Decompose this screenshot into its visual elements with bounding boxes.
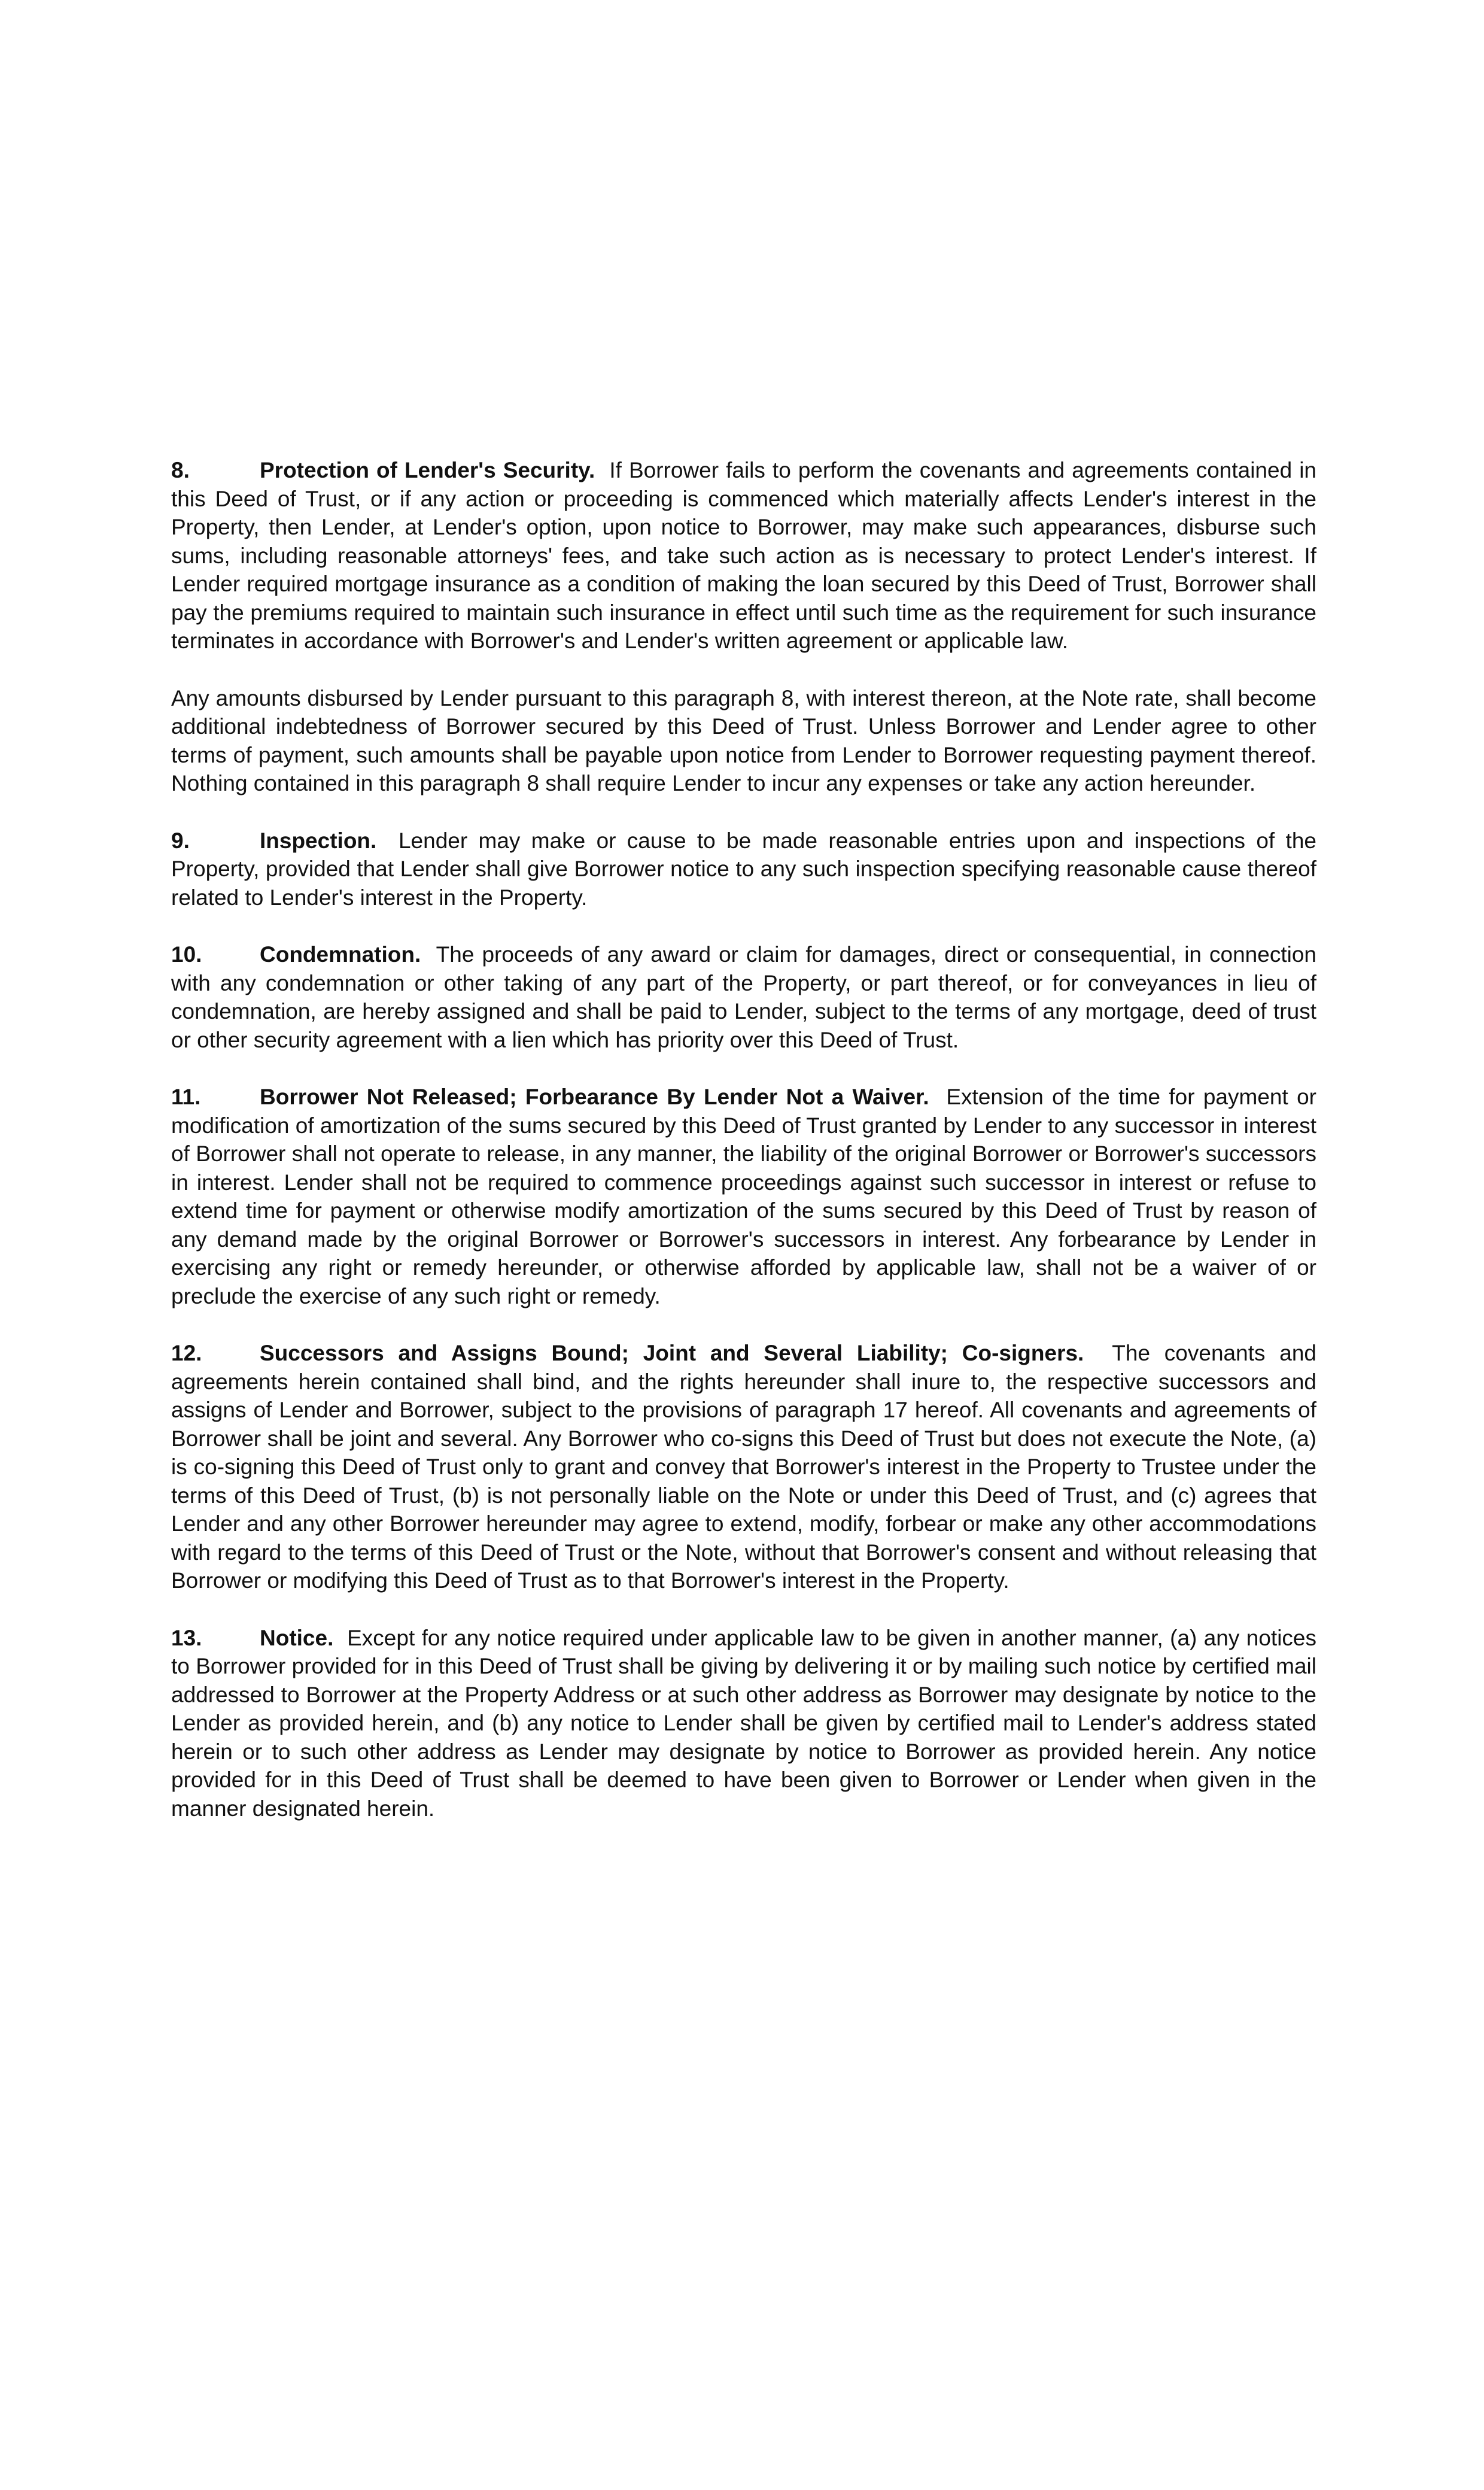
- section-body: Lender may make or cause to be made reasonable entries upon and inspections of the Property, provided that Lender shall give Borrower notice to any such inspection specifying reasonable cause thereof related to Lender's interest in the Property.: [171, 828, 1316, 910]
- section-8: [171, 456, 1316, 655]
- section-11: [171, 1083, 1316, 1310]
- section-body: If Borrower fails to perform the covenants and agreements contained in this Deed of Trust, or if any action or proceeding is commenced which materially affects Lender's interest in the Property, then Lender, at Lender's option, upon notice to Borrower, may make such appearances, disburse such sums, including reasonable attorneys' fees, and take such action as is necessary to protect Lender's interest. If Lender required mortgage insurance as a condition of making the loan secured by this Deed of Trust, Borrower shall pay the premiums required to maintain such insurance in effect until such time as the requirement for such insurance terminates in accordance with Borrower's and Lender's written agreement or applicable law.: [171, 458, 1317, 653]
- section-body: Except for any notice required under applicable law to be given in another manner, (a) any notices to Borrower provided for in this Deed of Trust shall be giving by delivering it or by mailing such notice by certified mail addressed to Borrower at the Property Address or at such other address as Borrower may designate by notice to the Lender as provided herein, and (b) any notice to Lender shall be given by certified mail to Lender's address stated herein or to such other address as Lender may designate by notice to Borrower as provided herein. Any notice provided for in this Deed of Trust shall be deemed to have been given to Borrower or Lender when given in the manner designated herein.: [171, 1625, 1316, 1821]
- section-heading: Successors and Assigns Bound; Joint and Several Liability; Co-signers.: [260, 1341, 1084, 1365]
- section-heading: Borrower Not Released; Forbearance By Lender Not a Waiver.: [260, 1085, 929, 1109]
- section-body: Extension of the time for payment or modification of amortization of the sums secured by this Deed of Trust granted by Lender to any successor in interest of Borrower shall not operate to release, in any manner, the liability of the original Borrower or Borrower's successors in interest. Lender shall not be required to commence proceedings against such successor in interest or refuse to extend time for payment or otherwise modify amortization of the sums secured by this Deed of Trust by reason of any demand made by the original Borrower or Borrower's successors in interest. Any forbearance by Lender in exercising any right or remedy hereunder, or otherwise afforded by applicable law, shall not be a waiver of or preclude the exercise of any such right or remedy.: [171, 1085, 1316, 1308]
- section-heading: Notice.: [260, 1625, 334, 1650]
- section-heading: Condemnation.: [260, 942, 421, 967]
- section-8-continuation: Any amounts disbursed by Lender pursuant to this paragraph 8, with interest thereon, at the Note rate, shall become additional indebtedness of Borrower secured by this Deed of Trust. Unless Borrower and Lender agree to other terms of payment, such amounts shall be payable upon notice from Lender to Borrower requesting payment thereof. Nothing contained in this paragraph 8 shall require Lender to incur any expenses or take any action hereunder.: [171, 685, 1316, 795]
- section-number: 12.: [171, 1341, 202, 1365]
- section-number: 11.: [171, 1085, 201, 1109]
- section-10: [171, 940, 1316, 1054]
- section-body: The covenants and agreements herein contained shall bind, and the rights hereunder shall inure to, the respective successors and assigns of Lender and Borrower, subject to the provisions of paragraph 17 hereof. All covenants and agreements of Borrower shall be joint and several. Any Borrower who co-signs this Deed of Trust but does not execute the Note, (a) is co-signing this Deed of Trust only to grant and convey that Borrower's interest in the Property to Trustee under the terms of this Deed of Trust, (b) is not personally liable on the Note or under this Deed of Trust, and (c) agrees that Lender and any other Borrower hereunder may agree to extend, modify, forbear or make any other accommodations with regard to the terms of this Deed of Trust or the Note, without that Borrower's consent and without releasing that Borrower or modifying this Deed of Trust as to that Borrower's interest in the Property.: [171, 1341, 1317, 1593]
- section-9: [171, 827, 1316, 912]
- section-heading: Inspection.: [260, 828, 377, 853]
- section-number: 13.: [171, 1625, 202, 1650]
- section-heading: Protection of Lender's Security.: [260, 458, 595, 482]
- document-body: [171, 456, 1316, 1851]
- section-12: [171, 1339, 1316, 1595]
- section-number: 9.: [171, 828, 190, 853]
- section-13: [171, 1624, 1316, 1823]
- section-number: 10.: [171, 942, 202, 967]
- section-number: 8.: [171, 458, 190, 482]
- section-body: The proceeds of any award or claim for damages, direct or consequential, in connection with any condemnation or other taking of any part of the Property, or part thereof, or for conveyances in lieu of condemnation, are hereby assigned and shall be paid to Lender, subject to the terms of any mortgage, deed of trust or other security agreement with a lien which has priority over this Deed of Trust.: [171, 942, 1316, 1052]
